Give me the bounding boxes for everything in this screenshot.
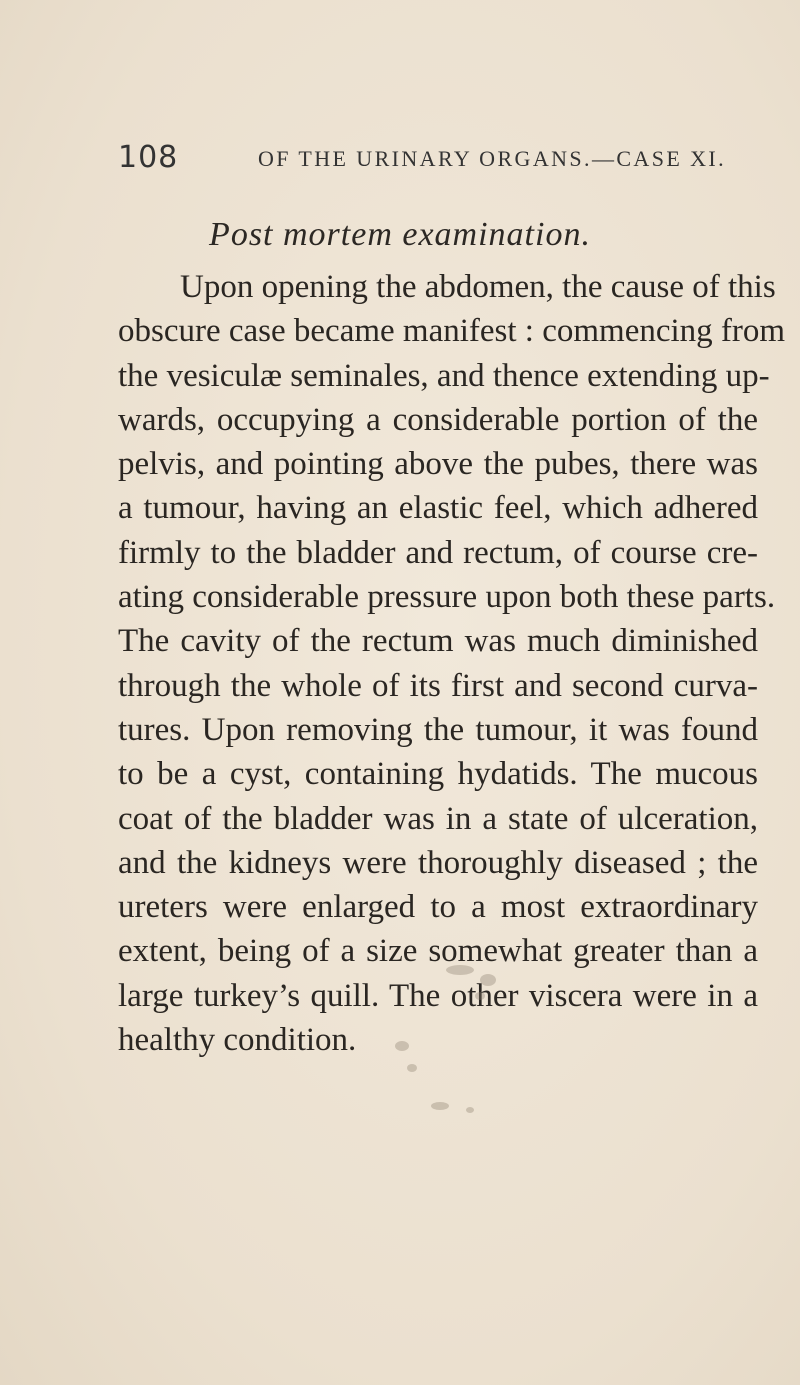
- text-line: wards, occupying a considerable portion of the: [118, 401, 758, 438]
- section-heading: Post mortem examination.: [209, 216, 591, 253]
- body-paragraph: [118, 265, 786, 1062]
- text-line: the vesiculæ seminales, and thence extending up-: [118, 357, 770, 394]
- text-line: ating considerable pressure upon both these parts.: [118, 579, 776, 616]
- text-line: pelvis, and pointing above the pubes, there was: [118, 446, 758, 483]
- running-head: [110, 140, 770, 180]
- text-line: large turkey’s quill. The other viscera were in a: [118, 977, 758, 1014]
- page-number: 108: [118, 140, 179, 175]
- text-line: and the kidneys were thoroughly diseased ; the: [118, 844, 758, 881]
- text-line: firmly to the bladder and rectum, of course cre-: [118, 534, 758, 571]
- text-line: extent, being of a size somewhat greater than a: [118, 933, 758, 970]
- text-line: coat of the bladder was in a state of ulceration,: [118, 800, 758, 837]
- text-line: The cavity of the rectum was much diminished: [118, 623, 758, 660]
- text-line: obscure case became manifest : commencing from: [118, 313, 786, 350]
- text-line: Upon opening the abdomen, the cause of this: [180, 269, 776, 305]
- text-line: through the whole of its first and second curva-: [118, 667, 758, 704]
- text-line: ureters were enlarged to a most extraordinary: [118, 889, 758, 926]
- running-title: OF THE URINARY ORGANS.—CASE XI.: [258, 146, 726, 171]
- text-line: tures. Upon removing the tumour, it was found: [118, 711, 758, 748]
- text-line: a tumour, having an elastic feel, which adhered: [118, 490, 758, 527]
- text-line: healthy condition.: [118, 1022, 357, 1059]
- text-line: to be a cyst, containing hydatids. The mucous: [118, 756, 758, 793]
